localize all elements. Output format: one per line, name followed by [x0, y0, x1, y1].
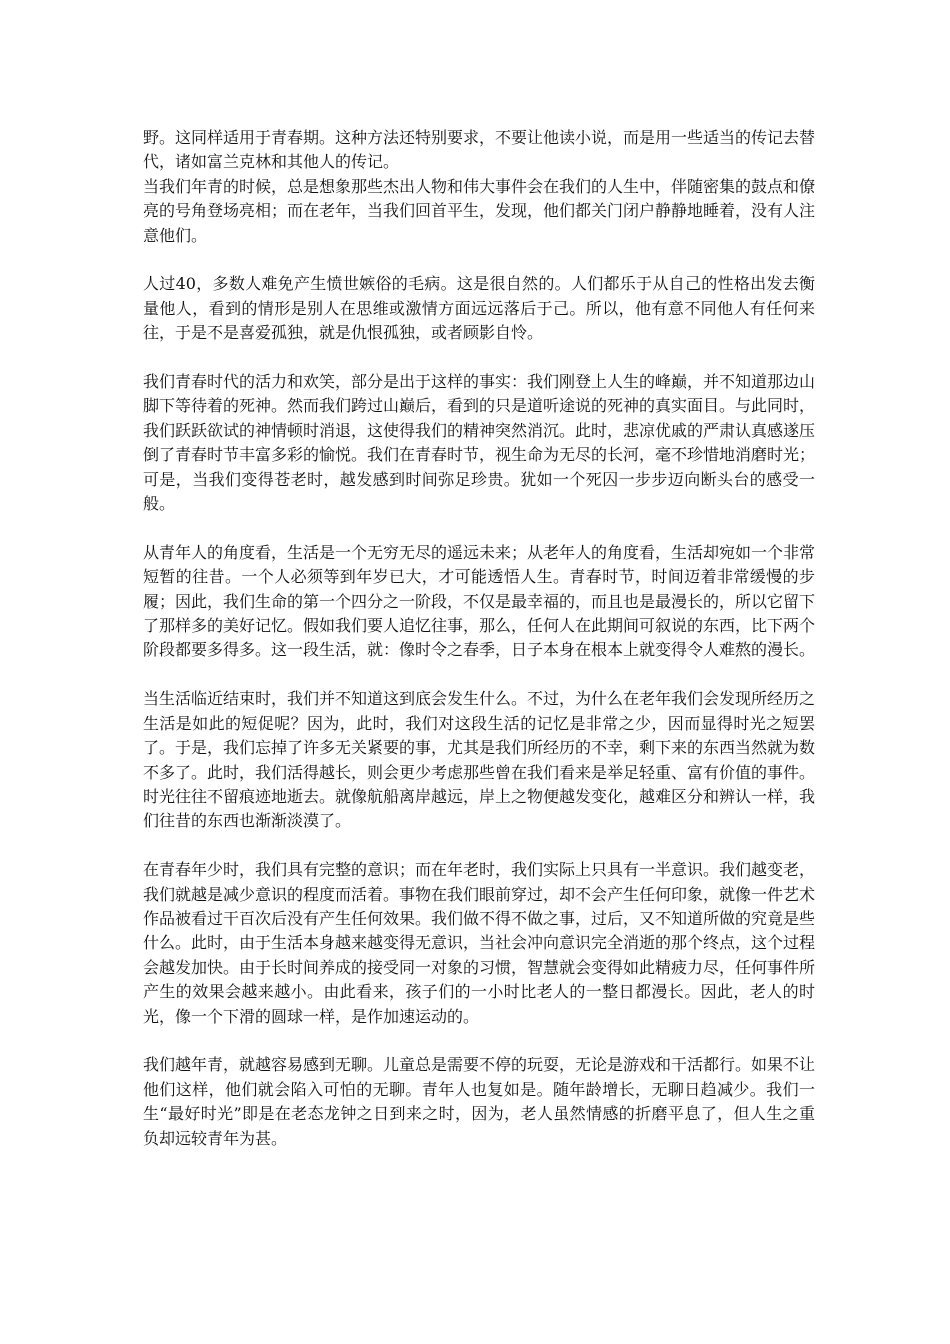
paragraph-spacer — [143, 516, 815, 540]
paragraph-spacer — [143, 834, 815, 858]
paragraph-8: 我们越年青，就越容易感到无聊。儿童总是需要不停的玩耍，无论是游戏和干活都行。如果不让他们这样，他们就会陷入可怕的无聊。青年人也复如是。随年龄增长，无聊日趋减少。我们一生“最好时光”即是在老态龙钟之日到来之时，因为，老人虽然情感的折磨平息了，但人生之重负却远较青年为甚。 — [143, 1055, 816, 1148]
paragraph-spacer — [143, 248, 815, 272]
paragraph-7: 在青春年少时，我们具有完整的意识；而在年老时，我们实际上只具有一半意识。我们越变老，我们就越是减少意识的程度而活着。事物在我们眼前穿过，却不会产生任何印象，就像一件艺术作品被看过干百次后没有产生任何效果。我们做不得不做之事，过后，又不知道所做的究竟是些什么。此时，由于生活本身越来越变得无意识，当社会冲向意识完全消逝的那个终点，这个过程会越发加快。由于长时间养成的接受同一对象的习惯，智慧就会变得如此精疲力尽，任何事件所产生的效果会越来越小。由此看来，孩子们的一小时比老人的一整日都漫长。因此，老人的时光，像一个下滑的圆球一样，是作加速运动的。 — [143, 860, 816, 1026]
paragraph-6: 当生活临近结束时，我们并不知道这到底会发生什么。不过，为什么在老年我们会发现所经历之生活是如此的短促呢？因为，此时，我们对这段生活的记忆是非常之少，因而显得时光之短罢了。于是，我们忘掉了许多无关紧要的事，尤其是我们所经历的不幸，剩下来的东西当然就为数不多了。此时，我们活得越长，则会更少考虑那些曾在我们看来是举足轻重、富有价值的事件。时光往往不留痕迹地逝去。就像航船离岸越远，岸上之物便越发变化，越难区分和辨认一样，我们往昔的东西也渐渐淡漠了。 — [143, 689, 816, 831]
paragraph-spacer — [143, 346, 815, 370]
paragraph-1: 野。这同样适用于青春期。这种方法还特别要求，不要让他读小说，而是用一些适当的传记去替代，诸如富兰克林和其他人的传记。 — [143, 128, 816, 172]
paragraph-spacer — [143, 1029, 815, 1053]
paragraph-spacer — [143, 663, 815, 687]
paragraph-2: 当我们年青的时候，总是想象那些杰出人物和伟大事件会在我们的人生中，伴随密集的鼓点和僚亮的号角登场亮相；而在老年，当我们回首平生，发现，他们都关门闭户静静地睡着，没有人注意他们。 — [143, 176, 816, 245]
paragraph-4: 我们青春时代的活力和欢笑，部分是出于这样的事实：我们刚登上人生的峰巅，并不知道那边山脚下等待着的死神。然而我们跨过山巅后，看到的只是道听途说的死神的真实面目。与此同时，我们跃跃欲试的神情顿时消退，这使得我们的精神突然消沉。此时，悲凉优戚的严肃认真感遂压倒了青春时节丰富多彩的愉悦。我们在青春时节，视生命为无尽的长河，毫不珍惜地消磨时光；可是，当我们变得苍老时，越发感到时间弥足珍贵。犹如一个死囚一步步迈向断头台的感受一般。 — [143, 372, 816, 514]
paragraph-5: 从青年人的角度看，生活是一个无穷无尽的遥远未来；从老年人的角度看，生活却宛如一个非常短暂的往昔。一个人必须等到年岁已大，才可能透悟人生。青春时节，时间迈着非常缓慢的步履；因此，我们生命的第一个四分之一阶段，不仅是最幸福的，而且也是最漫长的，所以它留下了那样多的美好记忆。假如我们要人追忆往事，那么，任何人在此期间可叙说的东西，比下两个阶段都要多得多。这一段生活，就：像时令之春季，日子本身在根本上就变得令人难熬的漫长。 — [143, 542, 816, 660]
paragraph-3: 人过40，多数人难免产生愤世嫉俗的毛病。这是很自然的。人们都乐于从自己的性格出发去衡量他人，看到的情形是别人在思维或激情方面远远落后于己。所以，他有意不同他人有任何来往，于是不是喜爱孤独，就是仇恨孤独，或者顾影自怜。 — [143, 274, 815, 343]
document-page — [143, 126, 815, 1151]
